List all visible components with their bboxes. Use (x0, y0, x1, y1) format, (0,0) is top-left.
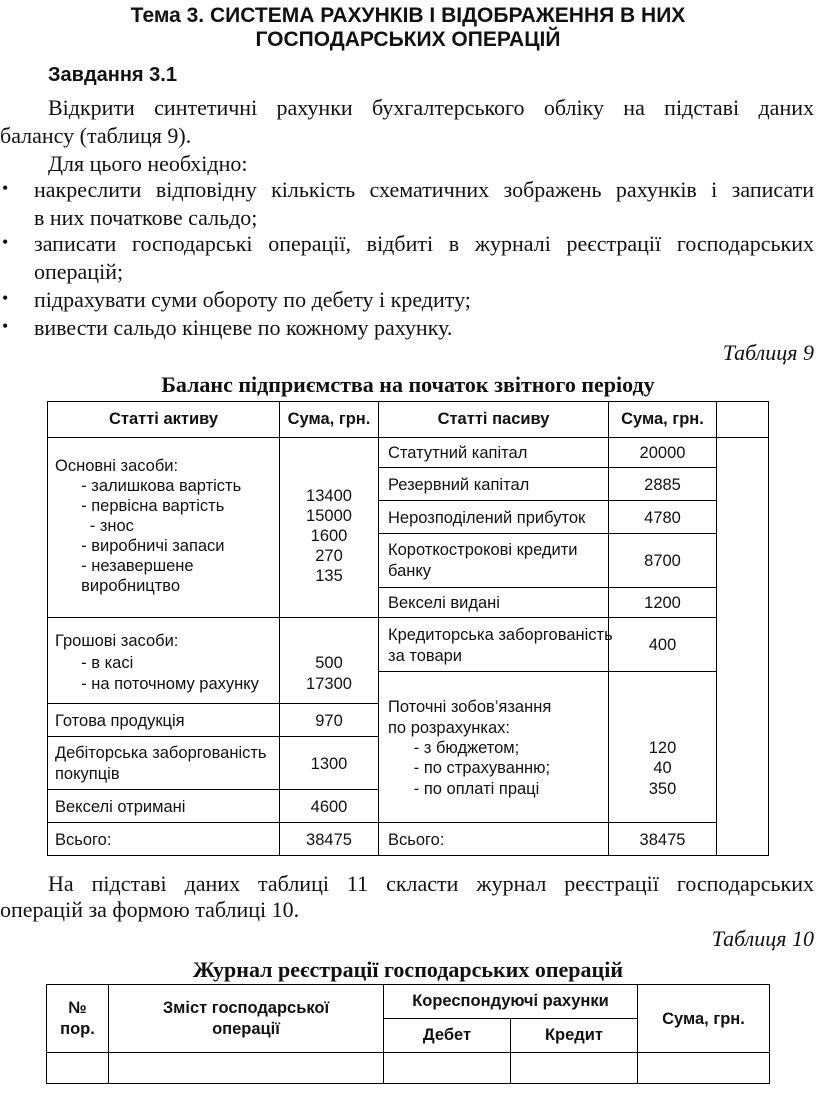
empty-cell (637, 1052, 770, 1084)
intro-line-3: Для цього необхідно: (48, 151, 248, 176)
total-label: Всього: (388, 831, 445, 849)
liability-label: Кредиторська заборгованість (388, 626, 613, 644)
asset-value: 15000 (306, 507, 352, 525)
asset-label: - первісна вартість (72, 497, 225, 515)
header-assets: Статті активу (108, 410, 219, 428)
topic-title-line-1: Тема 3. СИСТЕМА РАХУНКІВ І ВІДОБРАЖЕННЯ В НИХ (130, 4, 686, 27)
liability-label: Резервний капітал (388, 476, 530, 494)
asset-label: - знос (76, 517, 134, 535)
header-debit: Дебет (422, 1026, 472, 1044)
bullet-text-line-2: в них початкове сальдо; (34, 205, 258, 230)
empty-cell (46, 1052, 109, 1084)
asset-label: - виробничі запаси (72, 537, 225, 555)
bullet-dot-icon: • (2, 288, 9, 308)
bullet-text-line-1: накреслити відповідну кількість схематичних зображень рахунків і записати (34, 177, 814, 202)
header-sum: Сума, грн. (662, 1010, 745, 1028)
liability-label: банку (388, 562, 432, 580)
intro-line-1: Відкрити синтетичні рахунки бухгалтерського обліку на підставі даних (48, 95, 814, 120)
asset-label: виробництво (72, 577, 181, 595)
topic-title-line-2: ГОСПОДАРСЬКИХ ОПЕРАЦІЙ (255, 28, 561, 51)
asset-label: Основні засоби: (55, 457, 179, 475)
table9-label: Таблиця 9 (722, 340, 814, 365)
total-value: 38475 (306, 831, 352, 849)
asset-value: 1300 (310, 755, 348, 773)
liability-value: 350 (648, 780, 677, 798)
liability-label: Статутний капітал (388, 444, 528, 462)
header-sum: Сума, грн. (621, 410, 704, 428)
asset-label: Готова продукція (55, 712, 185, 730)
bullet-text-line-1: вивести сальдо кінцеве по кожному рахунку. (34, 315, 453, 340)
bullet-dot-icon: • (2, 178, 9, 198)
table10-title: Журнал реєстрації господарських операцій (192, 957, 623, 982)
asset-value: 270 (315, 547, 343, 565)
header-sum: Сума, грн. (287, 410, 371, 428)
asset-value: 1600 (310, 527, 348, 545)
asset-label: - в касі (72, 654, 134, 672)
middle-text-line-2: операцій за формою таблиці 10. (0, 897, 300, 922)
header-corresponding: Кореспондуючі рахунки (412, 992, 609, 1010)
header-liabilities: Статті пасиву (437, 410, 550, 428)
liability-label: - по страхуванню; (400, 759, 551, 777)
header-num: № (68, 999, 87, 1017)
asset-label: Дебіторська заборгованість (55, 744, 267, 762)
table9-title: Баланс підприємства на початок звітного періоду (161, 372, 655, 397)
liability-label: Векселі видані (388, 594, 500, 612)
header-content: операції (212, 1020, 280, 1038)
total-value: 38475 (639, 831, 686, 849)
empty-cell (383, 1052, 511, 1084)
header-content: Зміст господарської (162, 999, 330, 1017)
header-credit: Кредит (544, 1026, 604, 1044)
asset-value: 4600 (310, 798, 348, 816)
asset-value: 970 (315, 712, 343, 730)
bullet-text-line-2: операцій; (34, 259, 124, 284)
bullet-text-line-1: підрахувати суми обороту по дебету і кредиту; (34, 287, 471, 312)
empty-cell (108, 1052, 384, 1084)
asset-label: - залишкова вартість (72, 477, 242, 495)
liability-value: 1200 (644, 594, 681, 612)
liability-label: - з бюджетом; (400, 739, 520, 757)
middle-text-line-1: На підставі даних таблиці 11 скласти журнал реєстрації господарських (48, 871, 814, 896)
liability-value: 120 (648, 739, 677, 757)
liability-label: по розрахунках: (388, 719, 510, 737)
liability-label: Нерозподілений прибуток (388, 509, 586, 527)
bullet-dot-icon: • (2, 316, 9, 336)
total-label: Всього: (55, 831, 112, 849)
bullet-dot-icon: • (2, 232, 9, 252)
liability-label: - по оплаті праці (400, 780, 540, 798)
asset-value: 17300 (306, 675, 352, 693)
liability-label: Поточні зобов’язання (388, 698, 552, 716)
asset-value: 500 (315, 654, 343, 672)
asset-label: Векселі отримані (55, 798, 186, 816)
liability-value: 400 (648, 636, 677, 654)
table10-label: Таблиця 10 (711, 926, 814, 951)
liability-value: 4780 (644, 509, 681, 527)
liability-label: Короткострокові кредити (388, 541, 578, 559)
liability-value: 40 (653, 759, 672, 777)
liability-value: 20000 (639, 444, 686, 462)
header-num: пор. (60, 1020, 95, 1038)
intro-line-2: балансу (таблиця 9). (0, 123, 192, 148)
liability-value: 2885 (644, 476, 681, 494)
task-title: Завдання 3.1 (48, 64, 177, 86)
empty-cell (510, 1052, 638, 1084)
asset-value: 135 (315, 567, 343, 585)
asset-label: - на поточному рахунку (72, 675, 259, 693)
asset-label: Грошові засоби: (55, 632, 179, 650)
asset-value: 13400 (306, 487, 352, 505)
liability-label: за товари (388, 647, 463, 665)
liability-value: 8700 (644, 552, 681, 570)
asset-label: покупців (55, 765, 120, 783)
asset-label: - незавершене (72, 557, 194, 575)
bullet-text-line-1: записати господарські операції, відбиті в журналі реєстрації господарських (34, 231, 814, 256)
